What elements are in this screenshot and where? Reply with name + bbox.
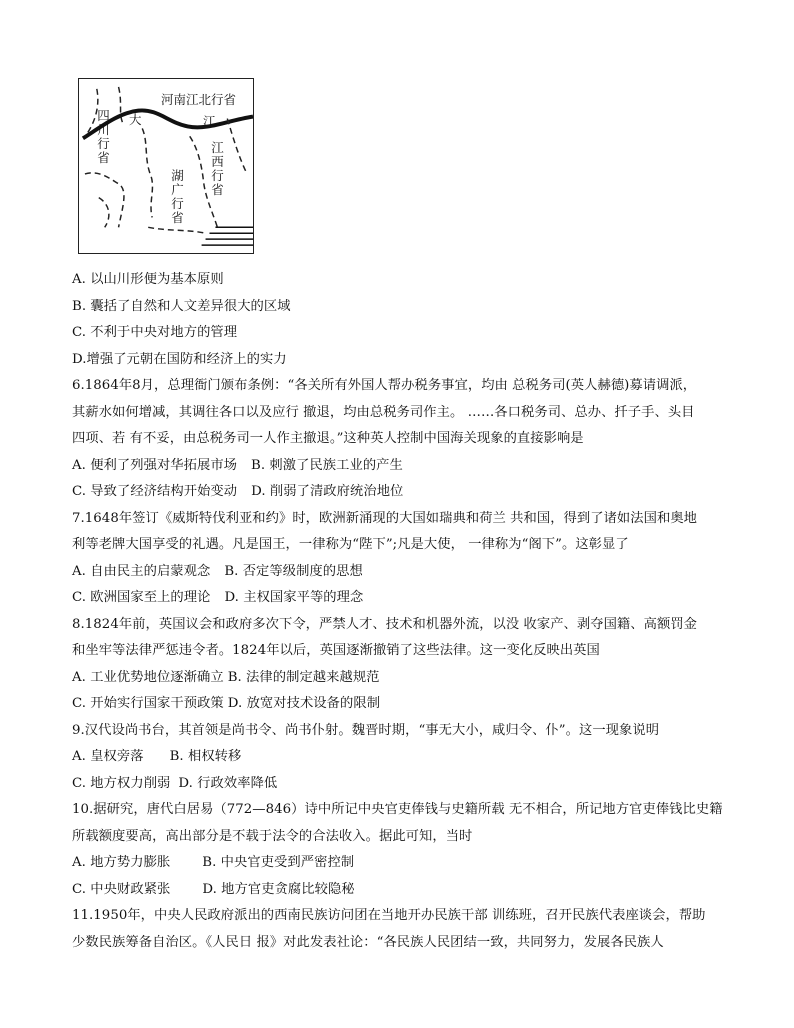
yuan-province-map xyxy=(78,78,254,254)
q10-option-c: C. 中央财政紧张 xyxy=(72,881,171,897)
label-da: 大 xyxy=(129,112,142,127)
q6-stem-line: 四项、若 有不妥，由总税务司一人作主撤退。”这种英人控制中国海关现象的直接影响是 xyxy=(72,431,584,446)
q7-option-c: C. 欧洲国家至上的理论 xyxy=(72,590,211,605)
q6-option-a: A. 便利了列强对华拓展市场 xyxy=(72,457,238,473)
q7-stem-line: 7.1648年签订《威斯特伐利亚和约》时，欧洲新涌现的大国如瑞典和荷兰 共和国，得到了诸如法国和奥地 xyxy=(72,510,698,526)
q9-options-row xyxy=(72,744,732,771)
q7-option-a: A. 自由民主的启蒙观念 xyxy=(72,563,211,579)
q9-option-c: C. 地方权力削弱 xyxy=(72,775,171,791)
q11-stem-line: 11.1950年，中央人民政府派出的西南民族访问团在当地开办民族干部 训练班，召开民族代表座谈会，帮助 xyxy=(72,908,706,923)
q10-stem-line: 10.据研究，唐代白居易（772—846）诗中所记中央官吏俸钱与史籍所载 无不相合，所记地方官吏俸钱比史籍 xyxy=(72,802,723,817)
q8-stem-line: 和坐牢等法律严惩违令者。1824年以后，英国逐渐撤销了这些法律。这一变化反映出英国 xyxy=(72,643,600,658)
q7-options-row xyxy=(72,585,732,612)
label-sichuan: 四川行省 xyxy=(97,108,110,165)
q6-option-c: C. 导致了经济结构开始变动 xyxy=(72,484,238,499)
q8-option-d: D. 放宽对技术设备的限制 xyxy=(227,696,381,711)
q9-option-b: B. 相权转移 xyxy=(169,749,242,764)
q7-options-row xyxy=(72,559,732,586)
q9-options-row xyxy=(72,771,732,798)
q8-options-row xyxy=(72,691,732,718)
q9-stem-line: 9.汉代设尚书台，其首领是尚书令、尚书仆射。魏晋时期，“事无大小，咸归令、仆”。这一现象说明 xyxy=(72,722,660,738)
q10-stem-line: 所载额度要高，高出部分是不载于法令的合法收入。据此可知，当时 xyxy=(72,828,473,844)
q10-options-row xyxy=(72,850,732,877)
q8-option-c: C. 开始实行国家干预政策 xyxy=(72,696,224,711)
q7-stem-line: 利等老牌大国享受的礼遇。凡是国王，一律称为“陛下”;凡是大使， 一律称为“阁下”。这彰显了 xyxy=(72,537,629,552)
label-jiangxi: 江西行省 xyxy=(211,140,224,197)
q5-option-d: D.增强了元朝在国防和经济上的实力 xyxy=(72,351,287,367)
q8-options-row xyxy=(72,665,732,692)
q8-option-b: B. 法律的制定越来越规范 xyxy=(227,669,380,685)
q10-option-d: D. 地方官吏贪腐比较隐秘 xyxy=(202,881,355,897)
q6-option-d: D. 削弱了清政府统治地位 xyxy=(251,484,404,499)
q10-options-row xyxy=(72,877,732,904)
q6-options-row xyxy=(72,479,732,506)
sea-hatching xyxy=(202,227,253,245)
q8-option-a: A. 工业优势地位逐渐确立 xyxy=(72,669,224,685)
question-text xyxy=(72,267,732,956)
q10-option-a: A. 地方势力膨胀 xyxy=(72,855,171,870)
q6-options-row xyxy=(72,453,732,480)
label-jiang: 江 xyxy=(203,114,216,129)
q8-stem-line: 8.1824年前，英国议会和政府多次下令，严禁人才、技术和机器外流，以没 收家产、剥夺国籍、高额罚金 xyxy=(72,616,698,632)
q6-stem-line: 其薪水如何增减，其调往各口以及应行 撤退，均由总税务司作主。 ……各口税务司、总办、扦子手、头目 xyxy=(72,404,695,420)
label-huguang: 湖广行省 xyxy=(171,168,184,225)
q5-option-c: C. 不利于中央对地方的管理 xyxy=(72,325,238,340)
q6-stem-line: 6.1864年8月，总理衙门颁布条例：“各关所有外国人帮办税务事宜，均由 总税务司(英人赫德)募请调派， xyxy=(72,378,697,393)
q10-option-b: B. 中央官吏受到严密控制 xyxy=(202,855,355,870)
q9-option-a: A. 皇权旁落 xyxy=(72,749,144,764)
label-henan-jiangbei: 河南江北行省 xyxy=(161,92,237,107)
q6-option-b: B. 刺激了民族工业的产生 xyxy=(251,457,403,473)
q11-stem-line: 少数民族筹备自治区。《人民日 报》对此发表社论：“各民族人民团结一致，共同努力，发展各民族人 xyxy=(72,934,664,950)
q5-option-a: A. 以山川形便为基本原则 xyxy=(72,272,224,287)
q7-option-d: D. 主权国家平等的理念 xyxy=(224,590,364,605)
q5-option-b: B. 囊括了自然和人文差异很大的区域 xyxy=(72,298,291,314)
q9-option-d: D. 行政效率降低 xyxy=(178,775,278,791)
q7-option-b: B. 否定等级制度的思想 xyxy=(224,563,363,579)
